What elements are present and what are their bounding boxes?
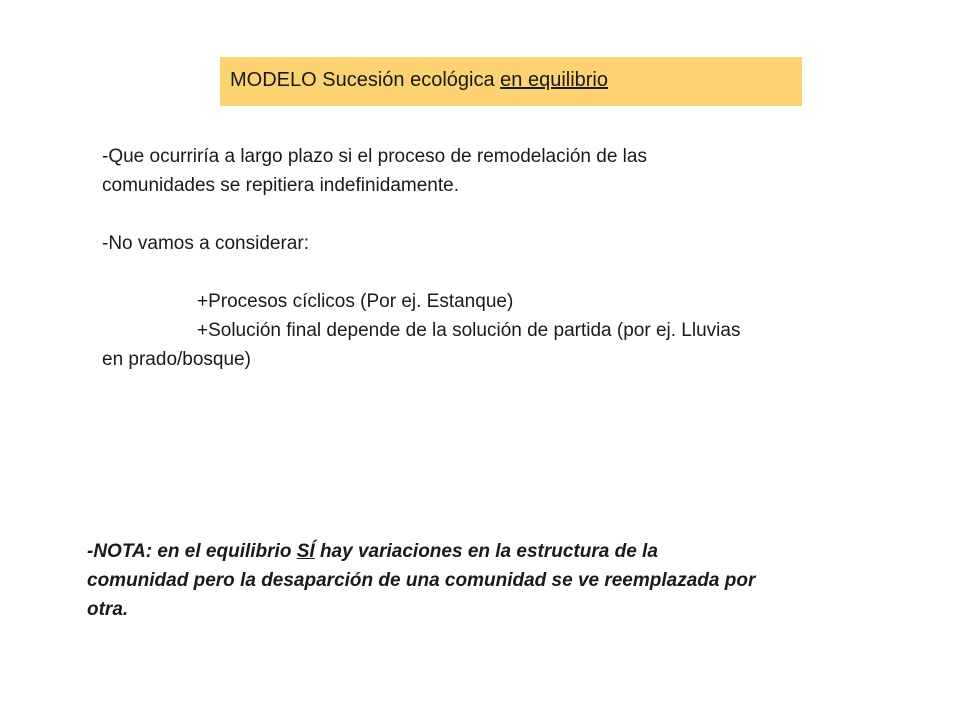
title-underlined-text: en equilibrio	[500, 69, 608, 91]
body-line-3: -No vamos a considerar:	[102, 233, 309, 254]
body-line-4: +Procesos cíclicos (Por ej. Estanque)	[197, 291, 514, 312]
body-spacer	[102, 258, 842, 287]
body-text-block	[102, 142, 842, 374]
body-spacer	[102, 200, 842, 229]
note-block	[87, 537, 847, 624]
note-line-3: otra.	[87, 599, 129, 620]
title-text: MODELO Sucesión ecológica	[230, 69, 501, 91]
body-line-2: comunidades se repitiera indefinidamente.	[102, 175, 459, 196]
note-line-1	[87, 537, 847, 566]
body-line-1: -Que ocurriría a largo plazo si el proceso de remodelación de las	[102, 146, 647, 167]
note-line-2: comunidad pero la desaparción de una comunidad se ve reemplazada por	[87, 570, 756, 591]
note-suffix: hay variaciones en la estructura de la	[314, 541, 658, 562]
title-banner	[220, 57, 802, 106]
note-emphasis: SÍ	[296, 541, 315, 562]
note-prefix: -NOTA: en el equilibrio	[87, 541, 297, 562]
body-line-5: +Solución final depende de la solución de partida (por ej. Lluvias	[197, 320, 741, 341]
body-line-6: en prado/bosque)	[102, 349, 251, 370]
